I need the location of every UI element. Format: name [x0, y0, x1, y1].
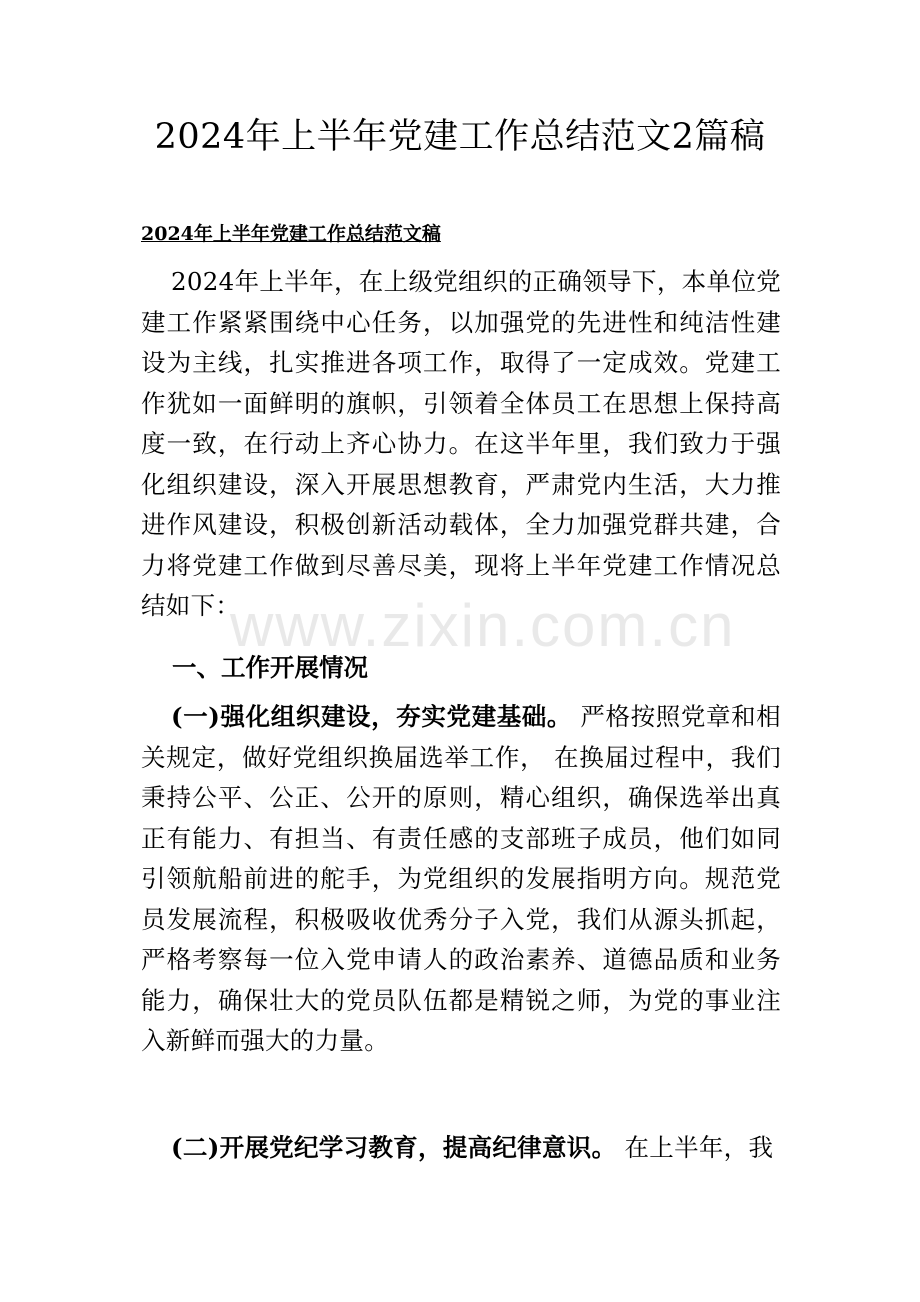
document-subheading: 2024年上半年党建工作总结范文稿	[141, 223, 441, 245]
paragraph-lead-organization-building: (一)强化组织建设，夯实党建基础。	[171, 702, 573, 731]
watermark: www.zixin.com.cn	[230, 592, 736, 659]
paragraph-text-discipline-education: 在上半年，我	[616, 1133, 774, 1162]
intro-paragraph: 2024年上半年，在上级党组织的正确领导下，本单位党建工作紧紧围绕中心任务，以加强党的先进性和纯洁性建设为主线，扎实推进各项工作，取得了一定成效。党建工作犹如一面鲜明的旗帜，引领着全体员工在思想上保持高度一致，在行动上齐心协力。在这半年里，我们致力于强化组织建设，深入开展思想教育，严肃党内生活，大力推进作风建设，积极创新活动载体，全力加强党群共建，合力将党建工作做到尽善尽美，现将上半年党建工作情况总结如下：	[141, 267, 781, 620]
document-title: 2024年上半年党建工作总结范文2篇稿	[154, 117, 766, 157]
paragraph-discipline-education	[141, 1128, 781, 1169]
paragraph-text-organization-building: 严格按照党章和相关规定，做好党组织换届选举工作， 在换届过程中，我们秉持公平、公正、公开的原则，精心组织，确保选举出真正有能力、有担当、有责任感的支部班子成员，他们如同引领航船前进的舵手，为党组织的发展指明方向。规范党员发展流程，积极吸收优秀分子入党，我们从源头抓起，严格考察每一位入党申请人的政治素养、道德品质和业务能力，确保壮大的党员队伍都是精锐之师，为党的事业注入新鲜而强大的力量。	[141, 702, 781, 1055]
paragraph-organization-building	[141, 697, 781, 1062]
paragraph-lead-discipline-education: (二)开展党纪学习教育，提高纪律意识。	[171, 1133, 617, 1162]
section-heading-work-status: 一、工作开展情况	[172, 653, 368, 682]
